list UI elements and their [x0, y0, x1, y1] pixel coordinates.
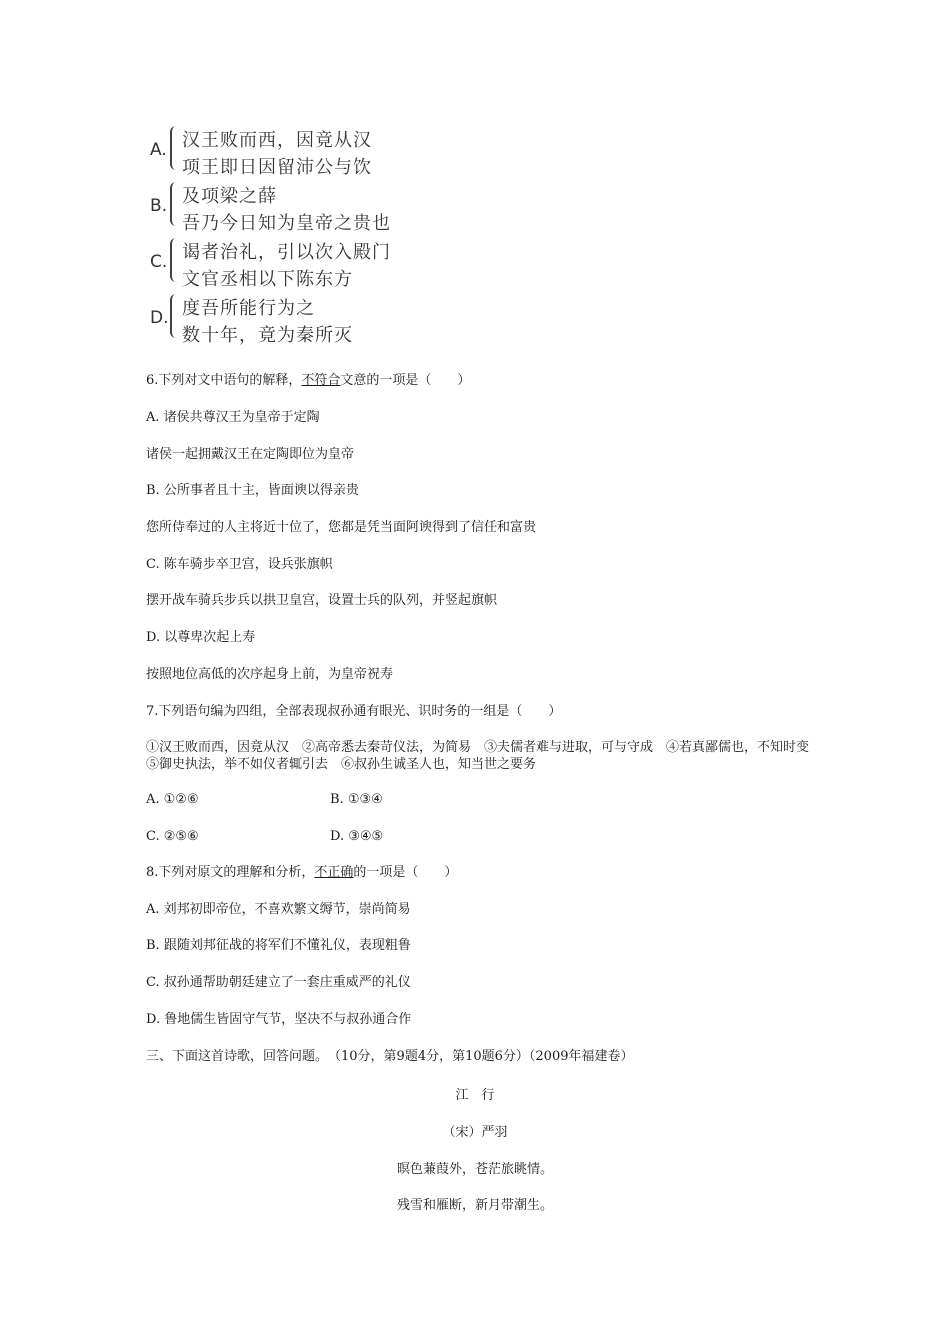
underlined-word: 不符合 — [301, 373, 341, 388]
option-line: 项王即日因留沛公与饮 — [182, 157, 372, 178]
stem-text: 文意的一项是（ ） — [340, 373, 471, 388]
option-line: 谒者治礼，引以次入殿门 — [182, 242, 391, 263]
q6-item: 您所侍奉过的人主将近十位了，您都是凭当面阿谀得到了信任和富贵 — [146, 520, 537, 535]
stem-text: 的一项是（ ） — [353, 865, 458, 880]
option-line: 度吾所能行为之 — [182, 298, 315, 319]
poem-line: 暝色蒹葭外，苍茫旅眺情。 — [396, 1162, 553, 1177]
question-7-stem: 7.下列语句编为四组，全部表现叔孙通有眼光、识时务的一组是（ ） — [146, 704, 562, 719]
q6-item: 诸侯一起拥戴汉王在定陶即位为皇帝 — [146, 447, 355, 462]
option-line: 汉王败而西，因竟从汉 — [182, 130, 372, 151]
q6-item: D. 以尊卑次起上寿 — [146, 630, 256, 645]
stem-text: 8.下列对原文的理解和分析， — [146, 865, 315, 880]
q7-statements: ①汉王败而西，因竟从汉 ②高帝悉去秦苛仪法，为简易 ③夫儒者难与进取，可与守成 ④若真鄙儒也，不知时变 ⑤御史执法，举不如仪者辄引去 ⑥叔孙生诚圣人也，知当世之要务 — [146, 740, 823, 772]
brace — [170, 294, 179, 338]
option-line: 吾乃今日知为皇帝之贵也 — [182, 213, 391, 234]
q8-item: A. 刘邦初即帝位，不喜欢繁文缛节，崇尚简易 — [146, 902, 411, 917]
option-letter: D. — [150, 308, 169, 328]
q7-option-c: C. ②⑤⑥ — [146, 829, 199, 844]
option-line: 数十年，竟为秦所灭 — [182, 325, 353, 346]
brace — [170, 182, 179, 226]
stem-text: 6.下列对文中语句的解释， — [146, 373, 302, 388]
option-letter: C. — [150, 252, 168, 272]
section-3-heading: 三、下面这首诗歌，回答问题。 （10分，第9题4分，第10题6分）（2009年福建卷） — [146, 1049, 634, 1064]
q7-option-b: B. ①③④ — [330, 792, 383, 807]
question-8-stem — [146, 864, 457, 881]
q8-item: D. 鲁地儒生皆固守气节，坚决不与叔孙通合作 — [146, 1012, 412, 1027]
q8-item: B. 跟随刘邦征战的将军们不懂礼仪，表现粗鲁 — [146, 938, 411, 953]
option-group-a — [146, 122, 446, 178]
image-option-block — [146, 122, 446, 346]
option-group-d — [146, 290, 446, 346]
q6-item: 按照地位高低的次序起身上前，为皇帝祝寿 — [146, 667, 394, 682]
option-letter: B. — [150, 196, 168, 216]
q6-item: A. 诸侯共尊汉王为皇帝于定陶 — [146, 410, 320, 425]
option-group-c — [146, 234, 446, 290]
underlined-word: 不正确 — [314, 865, 354, 880]
q7-option-d: D. ③④⑤ — [330, 829, 384, 844]
brace — [170, 126, 179, 170]
q6-item: 摆开战车骑兵步兵以拱卫皇宫，设置士兵的队列，并竖起旗帜 — [146, 593, 498, 608]
brace — [170, 238, 179, 282]
q6-item: C. 陈车骑步卒卫宫，设兵张旗帜 — [146, 557, 333, 572]
option-group-b — [146, 178, 446, 234]
q6-item: B. 公所事者且十主，皆面谀以得亲贵 — [146, 483, 359, 498]
poem-author: （宋）严羽 — [442, 1125, 508, 1140]
q7-option-a: A. ①②⑥ — [146, 792, 199, 807]
question-6-stem — [146, 372, 470, 389]
q8-item: C. 叔孙通帮助朝廷建立了一套庄重威严的礼仪 — [146, 975, 411, 990]
option-letter: A. — [150, 140, 167, 160]
poem-line: 残雪和雁断，新月带潮生。 — [396, 1198, 553, 1213]
option-line: 文官丞相以下陈东方 — [182, 269, 353, 290]
poem-title: 江 行 — [455, 1088, 495, 1103]
option-line: 及项梁之薛 — [182, 186, 277, 207]
